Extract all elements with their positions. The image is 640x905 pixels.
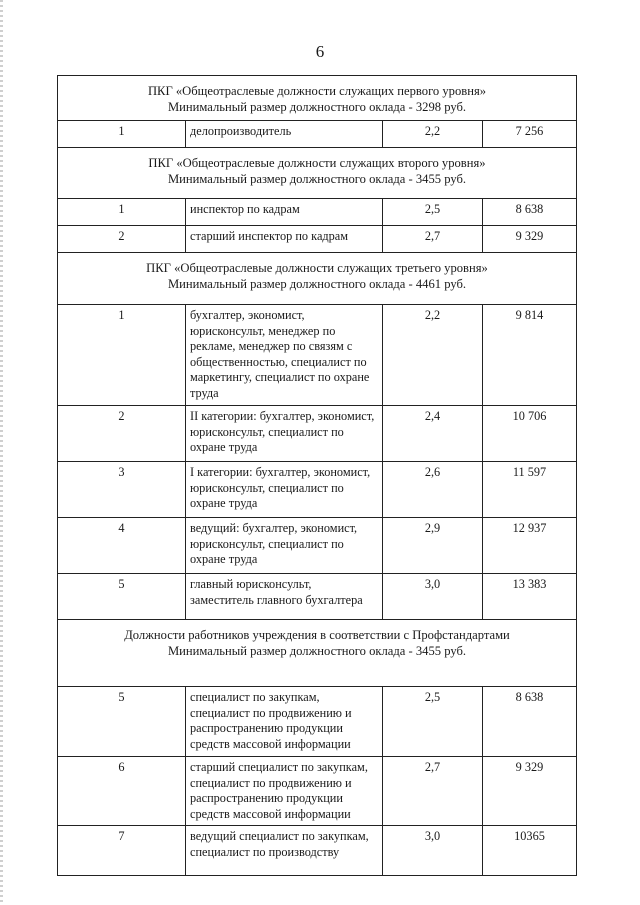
- coefficient: 2,6: [383, 462, 483, 518]
- section-min-salary: Минимальный размер должностного оклада - 3455 руб.: [167, 171, 467, 186]
- position-name: ведущий: бухгалтер, экономист, юрисконсульт, специалист по охране труда: [186, 518, 383, 574]
- section-header: [58, 253, 577, 305]
- section-header: [58, 620, 577, 687]
- coefficient: 2,2: [383, 121, 483, 148]
- coefficient: 3,0: [383, 826, 483, 876]
- position-name: делопроизводитель: [186, 121, 383, 148]
- section-min-salary: Минимальный размер должностного оклада - 3455 руб.: [167, 643, 467, 658]
- position-name: бухгалтер, экономист, юрисконсульт, менеджер по рекламе, менеджер по связям с общественностью, специалист по маркетингу, специалист по охране труда: [186, 305, 383, 406]
- position-name: старший инспектор по кадрам: [186, 226, 383, 253]
- salary-amount: 12 937: [483, 518, 577, 574]
- position-name: I категории: бухгалтер, экономист, юрисконсульт, специалист по охране труда: [186, 462, 383, 518]
- position-name: специалист по закупкам, специалист по продвижению и распространению продукции средств массовой информации: [186, 687, 383, 757]
- section-header: [58, 148, 577, 199]
- coefficient: 2,2: [383, 305, 483, 406]
- salary-amount: 10 706: [483, 406, 577, 462]
- position-name: старший специалист по закупкам, специалист по продвижению и распространению продукции средств массовой информации: [186, 757, 383, 826]
- row-number: 6: [58, 757, 186, 826]
- section-min-salary: Минимальный размер должностного оклада - 3298 руб.: [167, 99, 467, 114]
- salary-table: [57, 75, 577, 876]
- coefficient: 2,5: [383, 687, 483, 757]
- row-number: 2: [58, 226, 186, 253]
- row-number: 7: [58, 826, 186, 876]
- coefficient: 2,4: [383, 406, 483, 462]
- section-header: [58, 76, 577, 121]
- salary-amount: 10365: [483, 826, 577, 876]
- coefficient: 2,7: [383, 226, 483, 253]
- row-number: 3: [58, 462, 186, 518]
- coefficient: 2,7: [383, 757, 483, 826]
- row-number: 2: [58, 406, 186, 462]
- position-name: главный юрисконсульт, заместитель главного бухгалтера: [186, 574, 383, 620]
- page-number: 6: [315, 42, 325, 61]
- row-number: 1: [58, 305, 186, 406]
- salary-amount: 9 329: [483, 226, 577, 253]
- salary-amount: 8 638: [483, 199, 577, 226]
- salary-amount: 9 329: [483, 757, 577, 826]
- section-title: ПКГ «Общеотраслевые должности служащих третьего уровня»: [146, 261, 488, 275]
- coefficient: 2,5: [383, 199, 483, 226]
- salary-amount: 8 638: [483, 687, 577, 757]
- position-name: II категории: бухгалтер, экономист, юрисконсульт, специалист по охране труда: [186, 406, 383, 462]
- coefficient: 2,9: [383, 518, 483, 574]
- coefficient: 3,0: [383, 574, 483, 620]
- row-number: 1: [58, 121, 186, 148]
- salary-amount: 9 814: [483, 305, 577, 406]
- row-number: 5: [58, 687, 186, 757]
- row-number: 1: [58, 199, 186, 226]
- salary-amount: 11 597: [483, 462, 577, 518]
- row-number: 4: [58, 518, 186, 574]
- row-number: 5: [58, 574, 186, 620]
- scan-edge-artifact: [0, 0, 3, 905]
- salary-amount: 13 383: [483, 574, 577, 620]
- position-name: ведущий специалист по закупкам, специалист по производству: [186, 826, 383, 876]
- salary-amount: 7 256: [483, 121, 577, 148]
- section-title: ПКГ «Общеотраслевые должности служащих первого уровня»: [147, 84, 487, 98]
- section-title: ПКГ «Общеотраслевые должности служащих второго уровня»: [148, 156, 486, 170]
- section-min-salary: Минимальный размер должностного оклада - 4461 руб.: [167, 276, 467, 291]
- section-title: Должности работников учреждения в соответствии с Профстандартами: [124, 628, 510, 642]
- position-name: инспектор по кадрам: [186, 199, 383, 226]
